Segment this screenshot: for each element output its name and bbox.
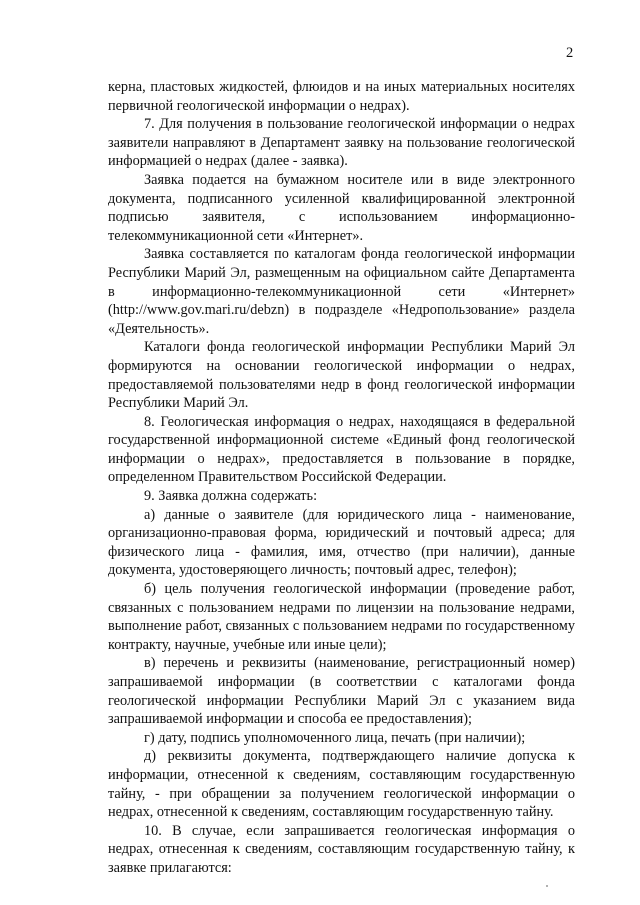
scan-artifact — [546, 885, 548, 887]
paragraph-item-7: 7. Для получения в пользование геологической информации о недрах заявители направляют в Департамент заявку на пользование геологической информацией о недрах (далее - заявка). — [108, 116, 575, 170]
paragraph-continuation: керна, пластовых жидкостей, флюидов и на иных материальных носителях первичной геологической информации о недрах). — [108, 79, 575, 114]
paragraph-application-catalogs: Заявка составляется по каталогам фонда геологической информации Республики Марий Эл, размещенным на официальном сайте Департамента в информационно-телекоммуникационной сети «Интернет» (http://www.gov.mari.ru/debzn) в подразделе «Недропользование» раздела «Деятельность». — [108, 246, 575, 337]
paragraph-item-9v: в) перечень и реквизиты (наименование, регистрационный номер) запрашиваемой информации (в соответствии с каталогами фонда геологической информации Республики Марий Эл с указанием вида запрашиваемой информации и способа ее предоставления); — [108, 655, 575, 728]
paragraph-item-9g: г) дату, подпись уполномоченного лица, печать (при наличии); — [144, 729, 526, 746]
paragraph-item-9a: а) данные о заявителе (для юридического лица - наименование, организационно-правовая форма, юридический и почтовый адреса; для физического лица - фамилия, имя, отчество (при наличии), данные документа, удостоверяющего личность; почтовый адрес, телефон); — [108, 506, 575, 579]
document-body — [108, 78, 575, 878]
paragraph-item-9b: б) цель получения геологической информации (проведение работ, связанных с пользованием недрами по лицензии на пользование недрами, выполнение работ, связанных с пользованием недрами по государственному контракту, научные, учебные или иные цели); — [108, 581, 575, 653]
page-number: 2 — [566, 45, 574, 61]
paragraph-item-10: 10. В случае, если запрашивается геологическая информация о недрах, отнесенная к сведениям, составляющим государственную тайну, к заявке прилагаются: — [108, 822, 575, 876]
paragraph-catalogs-formation: Каталоги фонда геологической информации Республики Марий Эл формируются на основании геологической информации о недрах, предоставляемой пользователями недр в фонд геологической информации Республики Марий Эл. — [108, 339, 575, 412]
paragraph-application-format: Заявка подается на бумажном носителе или в виде электронного документа, подписанного усиленной квалифицированной электронной подписью заявителя, с использованием информационно-телекоммуникационной сети «Интернет». — [108, 171, 575, 244]
paragraph-item-9d: д) реквизиты документа, подтверждающего наличие допуска к информации, отнесенной к сведениям, составляющим государственную тайну, - при обращении за получением геологической информации о недрах, отнесенной к сведениям, составляющим государственную тайну. — [108, 748, 575, 821]
paragraph-item-8: 8. Геологическая информация о недрах, находящаяся в федеральной государственной информационной системе «Единый фонд геологической информации о недрах», предоставляется в пользование в порядке, определенном Правительством Российской Федерации. — [108, 413, 575, 486]
paragraph-item-9: 9. Заявка должна содержать: — [144, 488, 318, 505]
